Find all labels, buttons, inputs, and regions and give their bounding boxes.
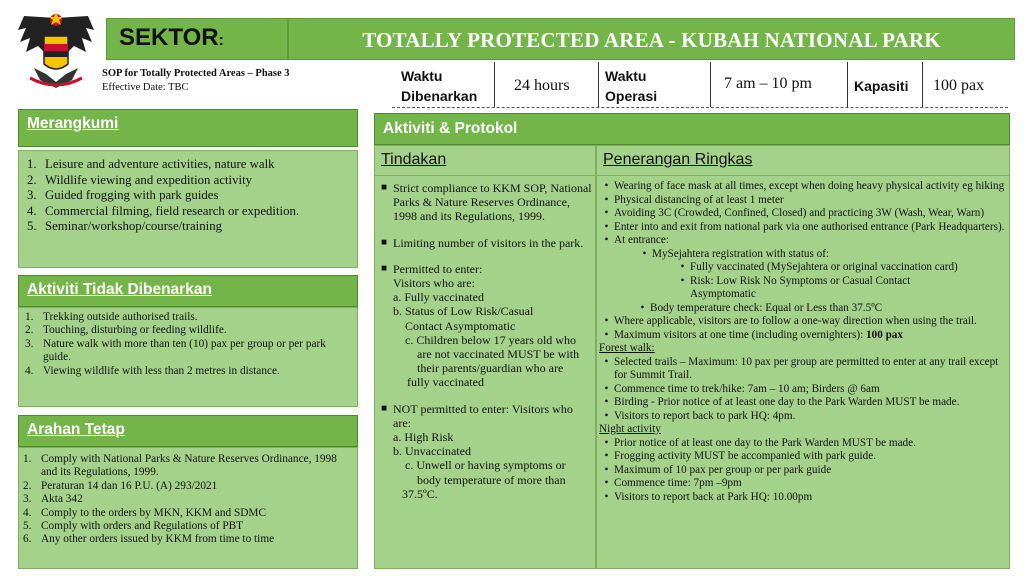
merangkumi-header: Merangkumi	[18, 109, 358, 147]
divider	[494, 62, 495, 107]
list-item: 4. Comply to the orders by MKN, KKM and SDMC	[23, 506, 266, 519]
arahan-tetap-header: Arahan Tetap	[18, 415, 358, 447]
list-item: • Avoiding 3C (Crowded, Confined, Closed) and practicing 3W (Wash, Wear, Warn)	[604, 207, 985, 219]
list-item: • Maximum visitors at one time (including overnighters): 100 pax	[604, 328, 903, 341]
list-item: • Frogging activity MUST be accompanied with park guide.	[604, 450, 877, 462]
aktiviti-protokol-header: Aktiviti & Protokol	[374, 113, 1010, 145]
night-activity-title: Night activity	[599, 423, 661, 435]
sub-text: a. Fully vaccinated	[393, 290, 484, 305]
divider	[710, 62, 711, 107]
dashed-separator	[392, 107, 1008, 108]
list-item: 5. Seminar/workshop/course/training	[27, 219, 222, 233]
merangkumi-list	[27, 157, 352, 235]
sektor-label: SEKTOR:	[119, 24, 224, 51]
operating-time-value: 7 am – 10 pm	[724, 75, 812, 92]
sub-text: Contact Asymptomatic	[405, 318, 516, 333]
sub-text: a. High Risk	[393, 430, 454, 445]
list-item: • Fully vaccinated (MySejahtera or original vaccination card)	[680, 261, 958, 273]
effective-date: Effective Date: TBC	[102, 82, 189, 93]
list-item: 4. Commercial filming, field research or expedition.	[27, 203, 300, 218]
tindakan-header: Tindakan	[381, 151, 447, 168]
sub-text: fully vaccinated	[407, 375, 484, 390]
list-item: 2. Touching, disturbing or feeding wildlife.	[25, 324, 227, 337]
list-item: • Selected trails – Maximum: 10 pax per group are permitted to enter at any trail except for Summit Trail.	[604, 355, 999, 381]
list-item: • Risk: Low Risk No Symptoms or Casual Contact Asymptomatic	[680, 274, 911, 300]
allowed-time-label: Waktu Dibenarkan	[401, 68, 478, 104]
sub-text: Visitors who are:	[393, 276, 475, 291]
divider	[598, 62, 599, 107]
list-item: • Enter into and exit from national park via one authorised entrance (Park Headquarters).	[604, 220, 1005, 233]
list-item: • Birding - Prior notice of at least one day to the Park Warden MUST be made.	[604, 396, 960, 408]
sub-text: b. Unvaccinated	[393, 444, 471, 459]
list-item: ■ NOT permitted to enter: Visitors who are:	[381, 401, 573, 430]
merangkumi-panel	[18, 150, 358, 268]
list-item: • At entrance:	[604, 234, 669, 246]
sub-text: c. Children below 17 years old who are not vaccinated MUST be with their parents/guardian who are	[405, 332, 580, 376]
list-item: 2. Peraturan 14 dan 16 P.U. (A) 293/2021	[23, 479, 218, 492]
penerangan-header: Penerangan Ringkas	[603, 151, 753, 168]
penerangan-content	[599, 180, 1009, 504]
list-item: • Prior notice of at least one day to the Park Warden MUST be made.	[604, 436, 916, 449]
list-item: • Where applicable, visitors are to follow a one-way direction when using the trail.	[604, 315, 977, 327]
list-item: • Commence time: 7pm –9pm	[604, 477, 742, 489]
list-item: 2. Wildlife viewing and expedition activity	[27, 172, 253, 187]
list-item: • Visitors to report back at Park HQ: 10.00pm	[604, 490, 813, 503]
list-item: 3. Nature walk with more than ten (10) pax per group or per park guide.	[25, 337, 326, 364]
arahan-tetap-panel	[18, 447, 358, 569]
list-item: 3. Akta 342	[23, 493, 83, 506]
list-item: 6. Any other orders issued by KKM from time to time	[23, 533, 275, 546]
column-header-divider	[374, 175, 1010, 176]
sop-text: SOP for Totally Protected Areas – Phase 3	[102, 68, 290, 79]
sub-text: 37.5ºC.	[402, 486, 438, 501]
capacity-value: 100 pax	[933, 77, 985, 94]
page-title: TOTALLY PROTECTED AREA - KUBAH NATIONAL PARK	[362, 28, 941, 52]
list-item: ■ Strict compliance to KKM SOP, National Parks & Nature Reserves Ordinance, 1998 and its Regulations, 1999.	[381, 181, 592, 224]
tidak-dibenarkan-list	[25, 311, 353, 378]
sub-text: b. Status of Low Risk/Casual	[393, 304, 534, 319]
list-item: • Wearing of face mask at all times, except when doing heavy physical activity eg hiking	[604, 180, 1005, 192]
list-item: • Maximum of 10 pax per group or per park guide	[604, 463, 832, 476]
divider	[847, 62, 848, 107]
title-banner	[288, 18, 1015, 60]
list-item: 1. Trekking outside authorised trails.	[25, 311, 198, 323]
list-item: 1. Leisure and adventure activities, nature walk	[27, 157, 275, 171]
list-item: • Body temperature check: Equal or Less than 37.5ºC	[640, 301, 883, 314]
sub-text: c. Unwell or having symptoms or body temperature of more than	[405, 458, 566, 487]
list-item: • Visitors to report back to park HQ: 4pm.	[604, 409, 796, 422]
list-item: • Commence time to trek/hike: 7am – 10 am; Birders @ 6am	[604, 382, 880, 395]
sektor-banner	[106, 18, 288, 60]
tidak-dibenarkan-panel	[18, 307, 358, 407]
list-item: • Physical distancing of at least 1 meter	[604, 193, 784, 206]
forest-walk-title: Forest walk:	[599, 342, 655, 354]
list-item: ■ Permitted to enter:	[381, 261, 483, 276]
list-item: ■ Limiting number of visitors in the park.	[381, 235, 584, 250]
list-item: 5. Comply with orders and Regulations of PBT	[23, 520, 244, 533]
operating-time-label: Waktu Operasi	[605, 68, 658, 104]
divider	[922, 62, 923, 107]
list-item: 3. Guided frogging with park guides	[27, 188, 219, 202]
tidak-dibenarkan-header: Aktiviti Tidak Dibenarkan	[18, 275, 358, 307]
sarawak-coat-of-arms-logo	[16, 8, 96, 92]
list-item: 4. Viewing wildlife with less than 2 metres in distance.	[25, 364, 280, 377]
list-item: 1. Comply with National Parks & Nature Reserves Ordinance, 1998 and its Regulations, 1999.	[23, 453, 337, 479]
tindakan-content	[381, 181, 593, 501]
list-item: • MySejahtera registration with status of:	[642, 247, 830, 260]
capacity-label: Kapasiti	[854, 78, 909, 94]
arahan-tetap-list	[23, 453, 353, 547]
allowed-time-value: 24 hours	[514, 77, 570, 94]
